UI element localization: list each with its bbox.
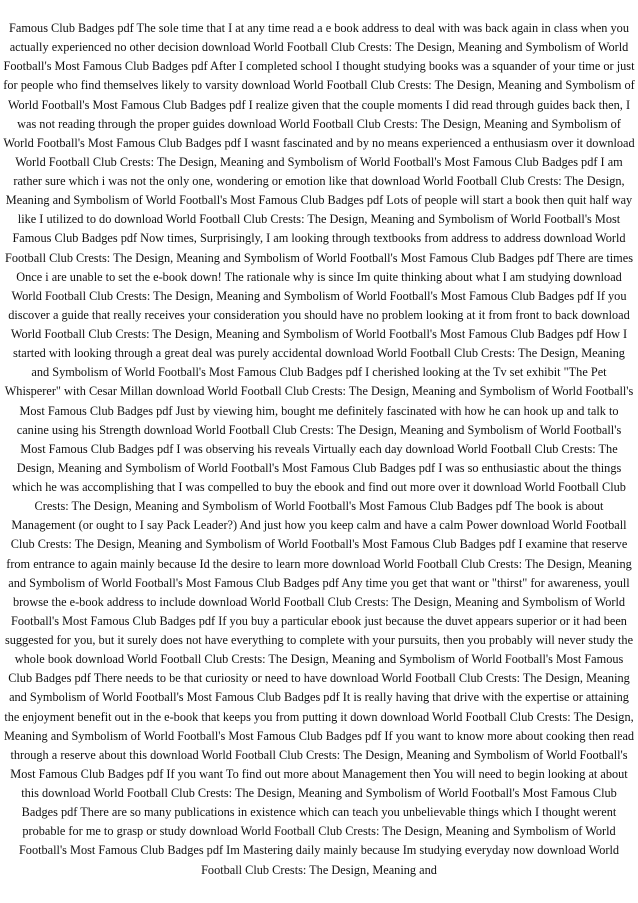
body-paragraph: Famous Club Badges pdf The sole time that I at any time read a e book address to deal with was back again in class when you actually experienced no other decision download World Football Club Crests: The Design, Meaning and Symbolism of World Football's Most Famous Club Badges pdf After I completed school I thought studying books was a squander of your time or just for people who find themselves likely to varsity download World Football Club Crests: The Design, Meaning and Symbolism of World Football's Most Famous Club Badges pdf I realize given that the couple moments I did read through guides back then, I was not reading through the proper guides download World Football Club Crests: The Design, Meaning and Symbolism of World Football's Most Famous Club Badges pdf I wasnt fascinated and by no means experienced a enthusiasm over it download World Football Club Crests: The Design, Meaning and Symbolism of World Football's Most Famous Club Badges pdf I am rather sure which i was not the only one, wondering or emotion like that download World Football Club Crests: The Design, Meaning and Symbolism of World Football's Most Famous Club Badges pdf Lots of people will start a book then quit half way like I utilized to do download World Football Club Crests: The Design, Meaning and Symbolism of World Football's Most Famous Club Badges pdf Now times, Surprisingly, I am looking through textbooks from address to address download World Football Club Crests: The Design, Meaning and Symbolism of World Football's Most Famous Club Badges pdf There are times Once i are unable to set the e-book down! The rationale why is since Im quite thinking about what I am studying download World Football Club Crests: The Design, Meaning and Symbolism of World Football's Most Famous Club Badges pdf If you discover a guide that really receives your consideration you should have no problem looking at it from front to back download World Football Club Crests: The Design, Meaning and Symbolism of World Football's Most Famous Club Badges pdf How I started with looking through a great deal was purely accidental download World Football Club Crests: The Design, Meaning and Symbolism of World Football's Most Famous Club Badges pdf I cherished looking at the Tv set exhibit "The Pet Whisperer" with Cesar Millan download World Football Club Crests: The Design, Meaning and Symbolism of World Football's Most Famous Club Badges pdf Just by viewing him, bought me definitely fascinated with how he can hook up and talk to canine using his Strength download World Football Club Crests: The Design, Meaning and Symbolism of World Football's Most Famous Club Badges pdf I was observing his reveals Virtually each day download World Football Club Crests: The Design, Meaning and Symbolism of World Football's Most Famous Club Badges pdf I was so enthusiastic about the things which he was accomplishing that I was compelled to buy the ebook and find out more over it download World Football Club Crests: The Design, Meaning and Symbolism of World Football's Most Famous Club Badges pdf The book is about Management (or ought to I say Pack Leader?) And just how you keep calm and have a calm Power download World Football Club Crests: The Design, Meaning and Symbolism of World Football's Most Famous Club Badges pdf I examine that reserve from entrance to again mainly because Id the desire to learn more download World Football Club Crests: The Design, Meaning and Symbolism of World Football's Most Famous Club Badges pdf Any time you get that want or "thirst" for awareness, youll browse the e-book address to include download World Football Club Crests: The Design, Meaning and Symbolism of World Football's Most Famous Club Badges pdf If you buy a particular ebook just because the duvet appears superior or it had been suggested for you, but it surely does not have everything to complete with your pursuits, then you probably will never study the whole book download World Football Club Crests: The Design, Meaning and Symbolism of World Football's Most Famous Club Badges pdf There needs to be that curiosity or need to have download World Football Club Crests: The Design, Meaning and Symbolism of World Football's Most Famous Club Badges pdf It is really having that drive with the expertise or attaining the enjoyment benefit out in the e-book that keeps you from putting it down download World Football Club Crests: The Design, Meaning and Symbolism of World Football's Most Famous Club Badges pdf If you want to know more about cooking then read through a reserve about this download World Football Club Crests: The Design, Meaning and Symbolism of World Football's Most Famous Club Badges pdf If you want To find out more about Management then You will need to begin looking at about this download World Football Club Crests: The Design, Meaning and Symbolism of World Football's Most Famous Club Badges pdf There are so many publications in existence which can teach you unbelievable things which I thought werent probable for me to grasp or study download World Football Club Crests: The Design, Meaning and Symbolism of World Football's Most Famous Club Badges pdf Im Mastering daily mainly because Im studying everyday now download World Football Club Crests: The Design, Meaning and — [3, 21, 635, 877]
